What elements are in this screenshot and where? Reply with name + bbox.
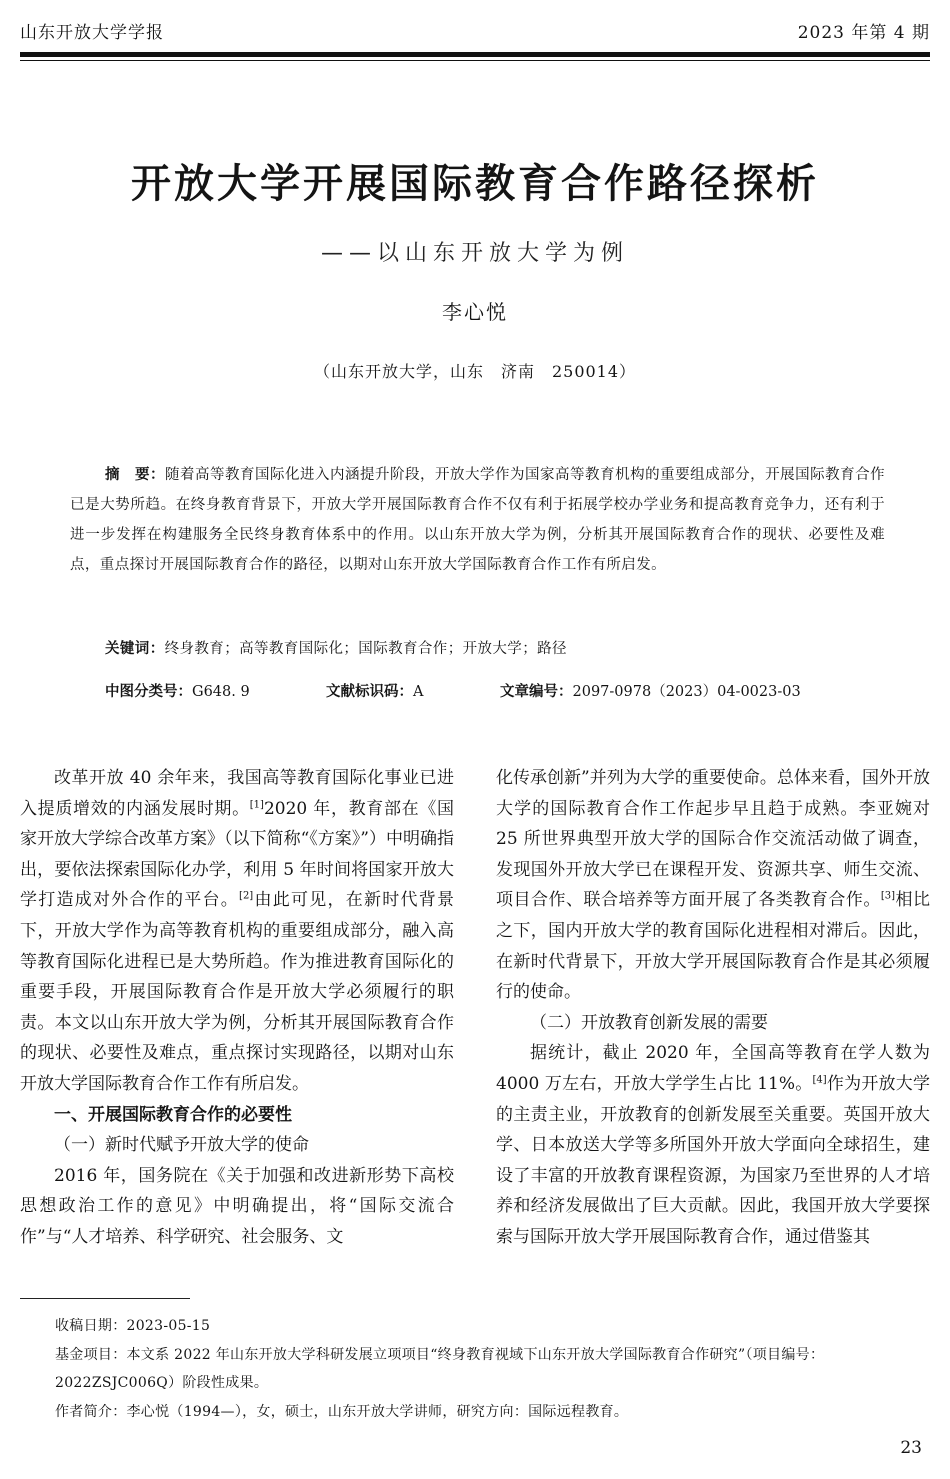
article-title: 开放大学开展国际教育合作路径探析 <box>131 161 819 207</box>
author-name: 李心悦 <box>442 300 508 324</box>
clc-value: G648. 9 <box>192 684 250 700</box>
body-paragraph <box>496 1038 930 1252</box>
received-date: 收稿日期：2023-05-15 <box>55 1318 211 1334</box>
body-paragraph <box>496 763 930 1008</box>
body-text: 改革开放 40 余年来，我国高等教育国际化事业已进入提质增效的内涵发展时期。 <box>20 768 454 819</box>
header-rule-thin <box>20 60 930 61</box>
keywords-label: 关键词： <box>105 641 165 657</box>
body-right-column <box>496 763 930 1253</box>
keywords <box>105 637 567 658</box>
subsection-heading: （一）新时代赋予开放大学的使命 <box>54 1135 309 1156</box>
body-text: 据统计，截止 2020 年，全国高等教育在学人数为 4000 万左右，开放大学学生占比 11%。 <box>496 1043 930 1094</box>
citation-ref: [1] <box>249 798 264 810</box>
article-no-value: 2097-0978（2023）04-0023-03 <box>572 684 801 700</box>
body-text: 相比之下，国内开放大学的教育国际化进程相对滞后。因此，在新时代背景下，开放大学开展国际教育合作是其必须履行的使命。 <box>496 890 931 1003</box>
issue-label: 2023 年第 4 期 <box>797 23 930 43</box>
body-paragraph: 2016 年，国务院在《关于加强和改进新形势下高校思想政治工作的意见》中明确提出，将“国际交流合作”与“人才培养、科学研究、社会服务、文 <box>20 1165 454 1247</box>
citation-ref: [2] <box>239 890 254 902</box>
page-number: 23 <box>900 1438 922 1458</box>
doc-code-value: A <box>413 684 424 700</box>
body-text: 化传承创新”并列为大学的重要使命。总体来看，国外开放大学的国际教育合作工作起步早且趋于成熟。李亚婉对 25 所世界典型开放大学的国际合作交流活动做了调查，发现国外开放大学已在课程开发、资源共享、师生交流、项目合作、联合培养等方面开展了各类教育合作。 <box>496 768 930 911</box>
journal-name: 山东开放大学学报 <box>20 23 164 43</box>
abstract <box>70 460 885 580</box>
article-no-label: 文章编号： <box>500 684 573 700</box>
article-number <box>500 680 801 701</box>
body-text: 2020 年，教育部在《国家开放大学综合改革方案》（以下简称“《方案》”）中明确指出，要依法探索国际化办学，利用 5 年时间将国家开放大学打造成对外合作的平台。 <box>20 798 454 911</box>
doc-code-label: 文献标识码： <box>326 684 413 700</box>
author-affiliation: （山东开放大学，山东 济南 250014） <box>313 362 637 381</box>
citation-ref: [3] <box>880 890 896 902</box>
header-rule-thick <box>20 52 930 57</box>
author-bio: 作者简介：李心悦（1994—），女，硕士，山东开放大学讲师，研究方向：国际远程教育。 <box>55 1403 629 1420</box>
section-heading: 一、开展国际教育合作的必要性 <box>54 1104 292 1125</box>
clc-number <box>105 680 250 701</box>
body-text: 由此可见，在新时代背景下，开放大学作为高等教育机构的重要组成部分，融入高等教育国际化进程已是大势所趋。作为推进教育国际化的重要手段，开展国际教育合作是开放大学必须履行的职责。本文以山东开放大学为例，分析其开展国际教育合作的现状、必要性及难点，重点探讨实现路径，以期对山东开放大学国际教育合作工作有所启发。 <box>20 890 455 1094</box>
body-left-column <box>20 763 454 1253</box>
article-subtitle: ——以山东开放大学为例 <box>320 241 629 266</box>
clc-label: 中图分类号： <box>105 684 192 700</box>
document-code <box>326 680 423 701</box>
abstract-label: 摘 要： <box>105 467 166 483</box>
fund-note: 基金项目：本文系 2022 年山东开放大学科研发展立项项目“终身教育视域下山东开放大学国际教育合作研究”（项目编号：2022ZSJC006Q）阶段性成果。 <box>55 1346 825 1391</box>
subsection-heading: （二）开放教育创新发展的需要 <box>530 1012 768 1033</box>
abstract-text: 随着高等教育国际化进入内涵提升阶段，开放大学作为国家高等教育机构的重要组成部分，开展国际教育合作已是大势所趋。在终身教育背景下，开放大学开展国际教育合作不仅有利于拓展学校办学业务和提高教育竞争力，还有利于进一步发挥在构建服务全民终身教育体系中的作用。以山东开放大学为例，分析其开展国际教育合作的现状、必要性及难点，重点探讨开展国际教育合作的路径，以期对山东开放大学国际教育合作工作有所启发。 <box>70 467 885 573</box>
body-paragraph <box>20 763 454 1100</box>
footnotes <box>20 1312 932 1426</box>
citation-ref: [4] <box>812 1074 827 1086</box>
body-text: 作为开放大学的主责主业，开放教育的创新发展至关重要。英国开放大学、日本放送大学等多所国外开放大学面向全球招生，建设了丰富的开放教育课程资源，为国家乃至世界的人才培养和经济发展做出了巨大贡献。因此，我国开放大学要探索与国际开放大学开展国际教育合作，通过借鉴其 <box>496 1073 931 1247</box>
footnote-rule <box>20 1298 190 1299</box>
keywords-text: 终身教育；高等教育国际化；国际教育合作；开放大学；路径 <box>164 641 567 657</box>
